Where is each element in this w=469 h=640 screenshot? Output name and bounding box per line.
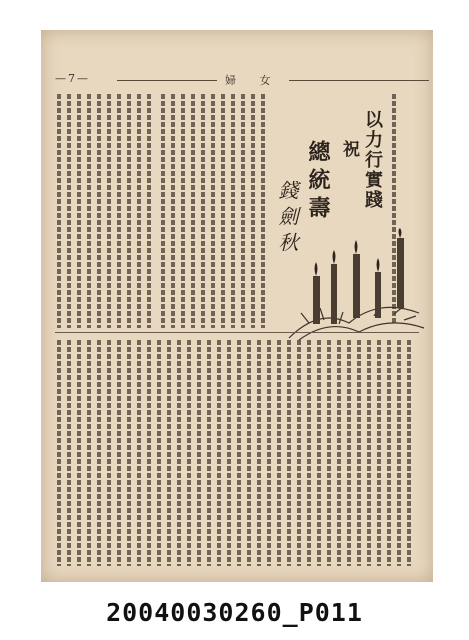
text-line [307, 340, 311, 566]
text-line [77, 340, 81, 566]
article-celebrate: 祝 [339, 140, 359, 157]
text-line [197, 340, 201, 566]
text-line [327, 340, 331, 566]
text-line [97, 340, 101, 566]
text-line [137, 340, 141, 566]
text-line [261, 94, 265, 328]
body-text-right-top [389, 94, 399, 324]
text-line [117, 340, 121, 566]
text-line [377, 340, 381, 566]
text-line [187, 340, 191, 566]
body-text-lower [55, 340, 419, 566]
text-line [227, 340, 231, 566]
text-line [177, 340, 181, 566]
text-line [97, 94, 101, 328]
text-line [117, 94, 121, 328]
text-line [241, 94, 245, 328]
text-line [127, 94, 131, 328]
text-line [221, 94, 225, 328]
text-line [387, 340, 391, 566]
text-line [157, 340, 161, 566]
header-rule-left [117, 80, 217, 81]
text-line [201, 94, 205, 328]
text-line [397, 340, 401, 566]
text-line [181, 94, 185, 328]
section-divider [55, 332, 419, 333]
text-line [247, 340, 251, 566]
page-header [55, 72, 419, 90]
text-line [161, 94, 165, 328]
text-line [57, 94, 61, 328]
text-line [77, 94, 81, 328]
publication-title: 婦 女 [225, 74, 281, 87]
text-line [251, 94, 255, 328]
article-author: 錢劍秋 [275, 180, 299, 258]
body-text-upper-left [55, 94, 155, 328]
text-line [237, 340, 241, 566]
text-line [147, 340, 151, 566]
text-line [107, 94, 111, 328]
text-line [277, 340, 281, 566]
text-line [87, 94, 91, 328]
text-line [267, 340, 271, 566]
text-line [217, 340, 221, 566]
text-line [57, 340, 61, 566]
text-line [257, 340, 261, 566]
body-text-upper-middle [159, 94, 269, 328]
text-line [231, 94, 235, 328]
text-line [347, 340, 351, 566]
text-line [211, 94, 215, 328]
text-line [137, 94, 141, 328]
text-line [147, 94, 151, 328]
candles-illustration [279, 228, 429, 346]
text-line [337, 340, 341, 566]
text-line [87, 340, 91, 566]
text-line [171, 94, 175, 328]
article-title: 總統壽 [305, 140, 331, 224]
text-line [367, 340, 371, 566]
magazine-page [41, 30, 433, 582]
text-line [167, 340, 171, 566]
text-line [67, 340, 71, 566]
text-line [392, 94, 396, 324]
text-line [317, 340, 321, 566]
text-line [357, 340, 361, 566]
text-line [207, 340, 211, 566]
article-slogan: 以力行實踐 [362, 110, 383, 210]
archive-caption: 20040030260_P011 [106, 598, 363, 627]
text-line [297, 340, 301, 566]
text-line [407, 340, 411, 566]
text-line [67, 94, 71, 328]
header-rule-right [289, 80, 429, 81]
page-number: —7— [55, 72, 90, 85]
text-line [107, 340, 111, 566]
text-line [191, 94, 195, 328]
text-line [287, 340, 291, 566]
text-line [127, 340, 131, 566]
